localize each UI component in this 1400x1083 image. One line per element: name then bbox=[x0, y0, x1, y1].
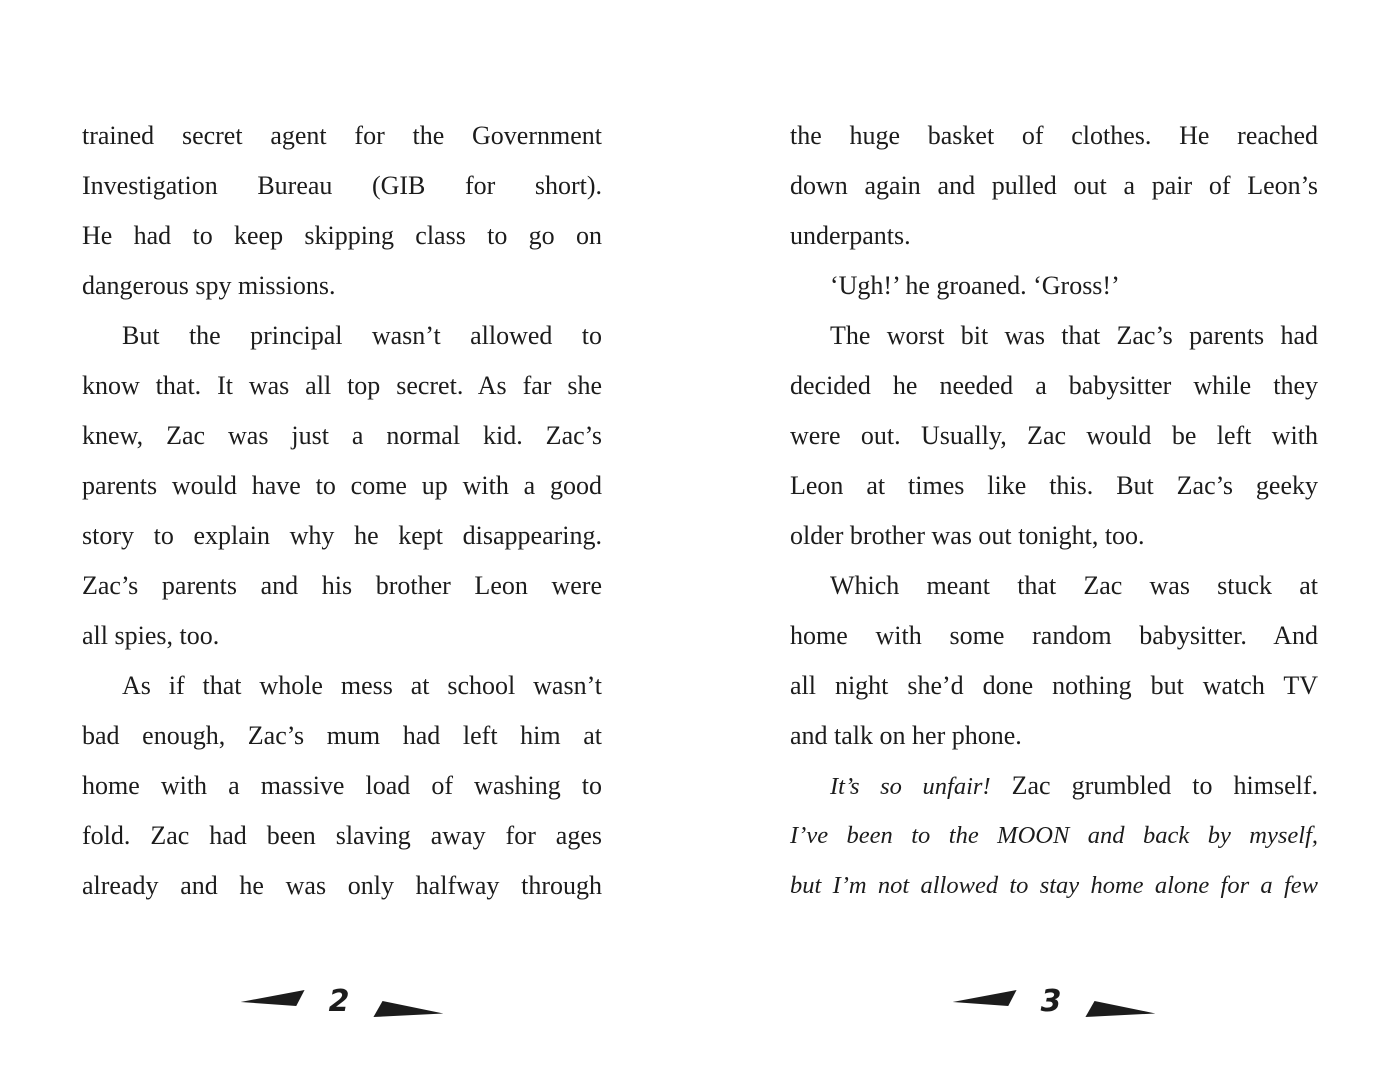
left-page-text bbox=[82, 111, 602, 911]
text-line bbox=[790, 761, 1318, 811]
text-line: I’ve been to the MOON and back by myself, bbox=[790, 822, 1318, 849]
text-line: and talk on her phone. bbox=[790, 721, 1022, 750]
text-line: underpants. bbox=[790, 221, 911, 250]
right-page-text bbox=[790, 111, 1318, 911]
text-line: older brother was out tonight, too. bbox=[790, 521, 1145, 550]
text-line: Zac’s parents and his brother Leon were bbox=[82, 571, 602, 600]
text-line: but I’m not allowed to stay home alone for a few bbox=[790, 872, 1318, 899]
text-line: bad enough, Zac’s mum had left him at bbox=[82, 721, 602, 750]
text-line: trained secret agent for the Government bbox=[82, 121, 602, 150]
page-number: 3 bbox=[1040, 984, 1062, 1019]
text-line: fold. Zac had been slaving away for ages bbox=[82, 821, 602, 850]
text-line: already and he was only halfway through bbox=[82, 871, 602, 900]
text-line: But the principal wasn’t allowed to bbox=[122, 321, 602, 350]
text-line: Leon at times like this. But Zac’s geeky bbox=[790, 471, 1318, 500]
dash-ornament-icon bbox=[1085, 1001, 1155, 1017]
dash-ornament-icon bbox=[373, 1001, 443, 1017]
dash-ornament-icon bbox=[953, 990, 1017, 1006]
text-line: all night she’d done nothing but watch TV bbox=[790, 671, 1318, 700]
text-line: were out. Usually, Zac would be left with bbox=[790, 421, 1318, 450]
text-line: down again and pulled out a pair of Leon’s bbox=[790, 171, 1318, 200]
text-line: As if that whole mess at school wasn’t bbox=[122, 671, 602, 700]
text-line: Which meant that Zac was stuck at bbox=[830, 571, 1318, 600]
text-line: the huge basket of clothes. He reached bbox=[790, 121, 1318, 150]
text-line: dangerous spy missions. bbox=[82, 271, 336, 300]
text-line: decided he needed a babysitter while they bbox=[790, 371, 1318, 400]
dash-ornament-icon bbox=[241, 990, 305, 1006]
text-line: home with some random babysitter. And bbox=[790, 621, 1318, 650]
text-line: Investigation Bureau (GIB for short). bbox=[82, 171, 602, 200]
right-page-footer bbox=[790, 982, 1318, 1022]
text-line: all spies, too. bbox=[82, 621, 220, 650]
text-line: knew, Zac was just a normal kid. Zac’s bbox=[82, 421, 602, 450]
text-line: He had to keep skipping class to go on bbox=[82, 221, 602, 250]
text-line: The worst bit was that Zac’s parents had bbox=[830, 321, 1318, 350]
roman-text-run: Zac grumbled to himself. bbox=[990, 771, 1318, 800]
text-line: home with a massive load of washing to bbox=[82, 771, 602, 800]
text-line: parents would have to come up with a good bbox=[82, 471, 602, 500]
page-number: 2 bbox=[328, 984, 350, 1019]
text-line: ‘Ugh!’ he groaned. ‘Gross!’ bbox=[830, 271, 1120, 300]
text-line: story to explain why he kept disappearing. bbox=[82, 521, 602, 550]
italic-text-run: It’s so unfair! bbox=[830, 773, 991, 800]
left-page-footer bbox=[82, 982, 602, 1022]
text-line: know that. It was all top secret. As far she bbox=[82, 371, 602, 400]
